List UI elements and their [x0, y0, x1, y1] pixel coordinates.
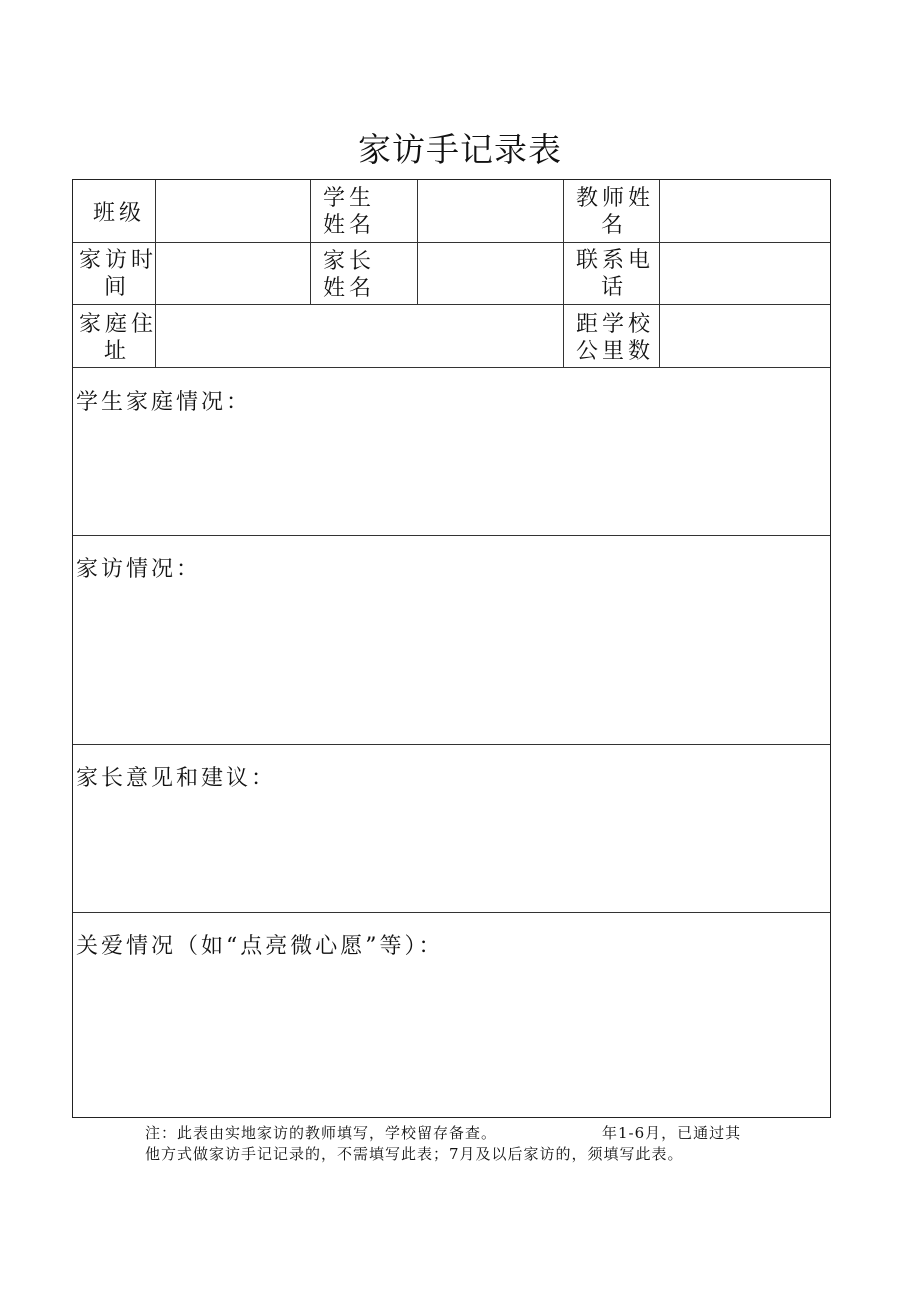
parent-name-field[interactable] [419, 244, 562, 303]
care-situation-field[interactable] [73, 965, 830, 1115]
home-visit-form [72, 179, 831, 1118]
class-field[interactable] [157, 182, 309, 241]
col-divider [563, 180, 564, 367]
visit-situation-label: 家访情况： [76, 557, 202, 582]
student-name-label: 学生 姓名 [323, 186, 376, 238]
address-label: 家庭住 址 [79, 312, 158, 364]
care-situation-label: 关爱情况（如“点亮微心愿”等）： [76, 934, 444, 959]
row-divider [73, 367, 830, 368]
teacher-name-label: 教师姓 名 [576, 186, 655, 238]
form-title: 家访手记录表 [358, 130, 562, 169]
visit-situation-field[interactable] [73, 585, 830, 743]
parent-name-label: 家长 姓名 [323, 249, 376, 301]
class-label: 班级 [93, 201, 146, 226]
row-divider [73, 912, 830, 913]
row-divider [73, 304, 830, 305]
footnote-line1b: 年1-6月，已通过其 [602, 1124, 742, 1142]
visit-time-field[interactable] [157, 244, 309, 303]
address-field[interactable] [157, 306, 562, 366]
row-divider [73, 535, 830, 536]
student-name-field[interactable] [419, 182, 562, 241]
phone-label: 联系电 话 [576, 248, 655, 300]
visit-time-label: 家访时 间 [79, 248, 158, 300]
distance-label: 距学校 公里数 [576, 312, 655, 364]
row-divider [73, 744, 830, 745]
footnote-line1a: 注：此表由实地家访的教师填写，学校留存备查。 [145, 1124, 498, 1142]
family-situation-label: 学生家庭情况： [76, 390, 252, 415]
distance-field[interactable] [661, 306, 829, 366]
col-divider [310, 180, 311, 304]
col-divider [417, 180, 418, 304]
footnote-line2: 他方式做家访手记记录的，不需填写此表；7月及以后家访的，须填写此表。 [145, 1145, 684, 1163]
row-divider [73, 242, 830, 243]
parent-opinion-label: 家长意见和建议： [76, 766, 277, 791]
phone-field[interactable] [661, 244, 829, 303]
teacher-name-field[interactable] [661, 182, 829, 241]
parent-opinion-field[interactable] [73, 795, 830, 911]
family-situation-field[interactable] [73, 420, 830, 534]
col-divider [659, 180, 660, 367]
